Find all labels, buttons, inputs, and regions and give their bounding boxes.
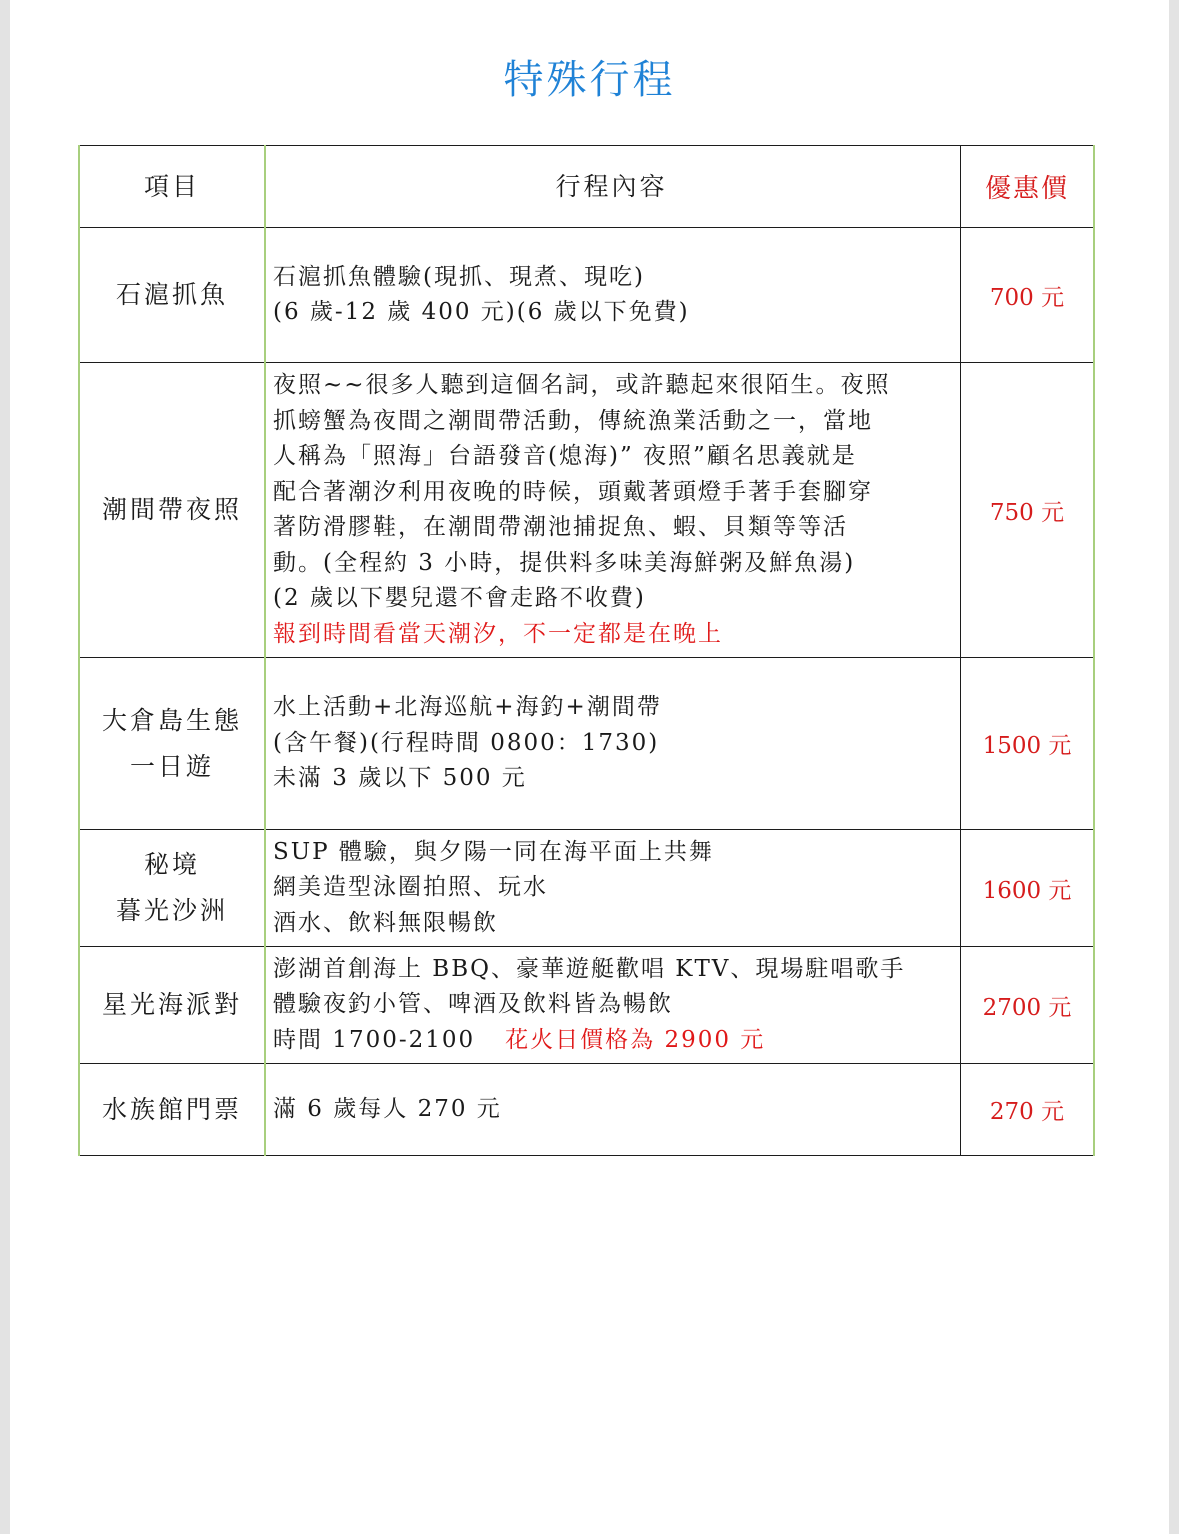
time-range: 時間 1700-2100 xyxy=(273,1026,476,1053)
item-name-line: 暮光沙洲 xyxy=(115,896,228,925)
content-line: 未滿 3 歲以下 500 元 xyxy=(273,765,527,792)
item-content xyxy=(265,228,961,363)
item-price: 1600 元 xyxy=(961,830,1095,947)
item-name xyxy=(79,363,265,658)
item-name-line: 水族館門票 xyxy=(101,1094,242,1124)
item-price: 1500 元 xyxy=(961,658,1095,830)
content-line: (含午餐)(行程時間 0800：1730) xyxy=(273,729,660,756)
content-line: 網美造型泳圈拍照、玩水 xyxy=(273,874,548,901)
content-line: 滿 6 歲每人 270 元 xyxy=(273,1095,502,1122)
check-in-note: 報到時間看當天潮汐，不一定都是在晚上 xyxy=(273,620,723,647)
content-line: 動。(全程約 3 小時，提供料多味美海鮮粥及鮮魚湯) xyxy=(273,549,856,576)
item-name xyxy=(79,228,265,363)
item-content xyxy=(265,830,961,947)
content-line: 水上活動+北海巡航+海釣+潮間帶 xyxy=(273,694,662,721)
item-name-line: 大倉島生態 xyxy=(101,705,242,735)
itinerary-table xyxy=(78,145,1095,1156)
content-line: 抓螃蟹為夜間之潮間帶活動，傳統漁業活動之一，當地 xyxy=(273,407,873,434)
item-name-line: 潮間帶夜照 xyxy=(101,495,242,524)
header-price: 優惠價 xyxy=(961,146,1095,228)
item-name-line: 石滬抓魚 xyxy=(115,280,228,309)
content-line: 澎湖首創海上 BBQ、豪華遊艇歡唱 KTV、現場駐唱歌手 xyxy=(273,955,906,982)
header-content: 行程內容 xyxy=(265,146,961,228)
content-line: (6 歲-12 歲 400 元)(6 歲以下免費) xyxy=(273,299,690,325)
content-line: 配合著潮汐利用夜晚的時候，頭戴著頭燈手著手套腳穿 xyxy=(273,478,873,505)
item-name-line: 星光海派對 xyxy=(101,990,242,1019)
header-item: 項目 xyxy=(79,146,265,228)
item-content xyxy=(265,947,961,1064)
content-line: 石滬抓魚體驗(現抓、現煮、現吃) xyxy=(273,263,645,290)
item-price: 750 元 xyxy=(961,363,1095,658)
item-content xyxy=(265,363,961,658)
content-line: (2 歲以下嬰兒還不會走路不收費) xyxy=(273,585,646,611)
content-line: 著防滑膠鞋，在潮間帶潮池捕捉魚、蝦、貝類等等活 xyxy=(273,514,848,540)
table-row xyxy=(79,658,1094,830)
item-name xyxy=(79,830,265,947)
table-row xyxy=(79,830,1094,947)
item-price: 2700 元 xyxy=(961,947,1095,1064)
item-name-line: 秘境 xyxy=(143,850,200,879)
table-header-row xyxy=(79,146,1094,228)
item-price: 700 元 xyxy=(961,228,1095,363)
content-line: 人稱為「照海」台語發音(熄海)” 夜照”顧名思義就是 xyxy=(273,443,857,469)
table-row xyxy=(79,228,1094,363)
content-line: 夜照~~很多人聽到這個名詞，或許聽起來很陌生。夜照 xyxy=(273,372,891,398)
content-line: 體驗夜釣小管、啤酒及飲料皆為暢飲 xyxy=(273,991,673,1018)
item-price: 270 元 xyxy=(961,1064,1095,1156)
item-content xyxy=(265,658,961,830)
fireworks-price-note: 花火日價格為 2900 元 xyxy=(505,1026,766,1053)
content-line: 酒水、飲料無限暢飲 xyxy=(273,909,498,936)
item-name xyxy=(79,1064,265,1156)
item-name-line: 一日遊 xyxy=(129,751,214,781)
item-name xyxy=(79,947,265,1064)
time-line xyxy=(273,1023,950,1059)
item-content xyxy=(265,1064,961,1156)
item-name xyxy=(79,658,265,830)
page-title: 特殊行程 xyxy=(503,57,676,103)
content-line: SUP 體驗，與夕陽一同在海平面上共舞 xyxy=(273,838,714,865)
table-row xyxy=(79,1064,1094,1156)
table-row xyxy=(79,947,1094,1064)
table-row xyxy=(79,363,1094,658)
